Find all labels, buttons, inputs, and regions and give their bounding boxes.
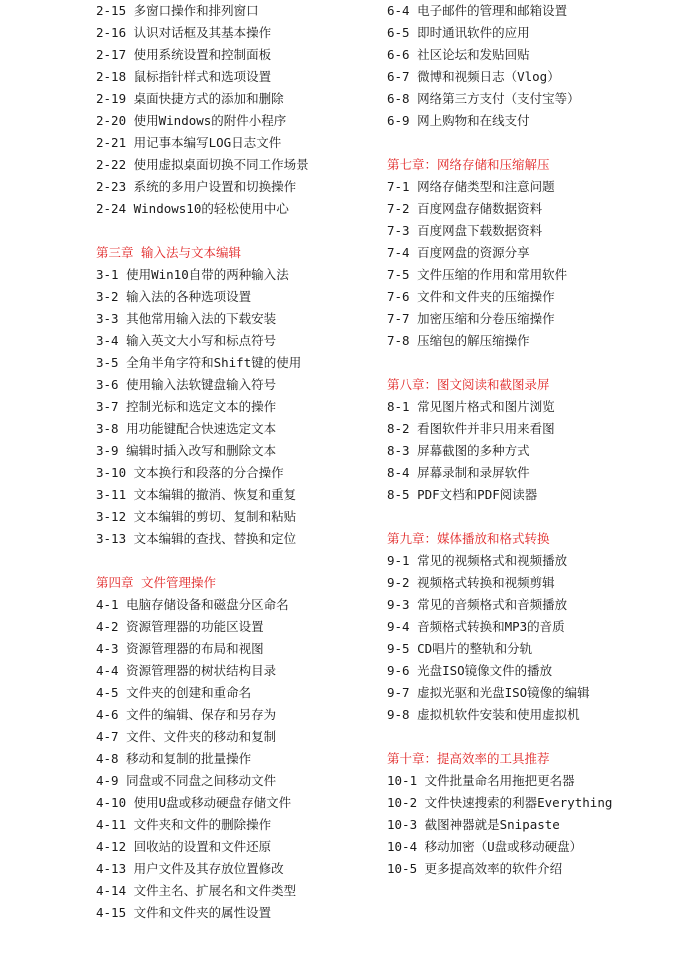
toc-item: 2-22 使用虚拟桌面切换不同工作场景: [96, 157, 309, 172]
toc-item: 10-5 更多提高效率的软件介绍: [387, 861, 563, 876]
toc-item: 4-13 用户文件及其存放位置修改: [96, 861, 284, 876]
chapter-9-title: 第九章：媒体播放和格式转换: [387, 531, 550, 546]
toc-item: 4-15 文件和文件夹的属性设置: [96, 905, 272, 920]
toc-item: 9-5 CD唱片的整轨和分轨: [387, 641, 533, 656]
toc-item: 3-13 文本编辑的查找、替换和定位: [96, 531, 297, 546]
toc-item: 4-5 文件夹的创建和重命名: [96, 685, 252, 700]
toc-item: 10-3 截图神器就是Snipaste: [387, 817, 560, 832]
toc-item: 3-10 文本换行和段落的分合操作: [96, 465, 284, 480]
toc-item: 4-7 文件、文件夹的移动和复制: [96, 729, 277, 744]
section-gap: [387, 132, 687, 154]
toc-item: 2-24 Windows10的轻松使用中心: [96, 201, 289, 216]
chapter-10-title: 第十章：提高效率的工具推荐: [387, 751, 550, 766]
toc-item: 4-3 资源管理器的布局和视图: [96, 641, 264, 656]
toc-item: 3-5 全角半角字符和Shift键的使用: [96, 355, 302, 370]
toc-item: 9-3 常见的音频格式和音频播放: [387, 597, 568, 612]
toc-item: 10-2 文件快速搜索的利器Everything: [387, 795, 613, 810]
toc-item: 3-3 其他常用输入法的下载安装: [96, 311, 277, 326]
toc-item: 6-4 电子邮件的管理和邮箱设置: [387, 3, 568, 18]
toc-item: 2-21 用记事本编写LOG日志文件: [96, 135, 282, 150]
toc-item: 2-18 鼠标指针样式和选项设置: [96, 69, 272, 84]
chapter-4-list: [96, 594, 382, 924]
toc-item: 3-11 文本编辑的撤消、恢复和重复: [96, 487, 297, 502]
chapter-9-list: [387, 550, 687, 726]
toc-item: 7-2 百度网盘存储数据资料: [387, 201, 543, 216]
section-gap: [387, 506, 687, 528]
chapter-7-title: 第七章：网络存储和压缩解压: [387, 157, 550, 172]
toc-item: 3-7 控制光标和选定文本的操作: [96, 399, 277, 414]
chapter-8-title: 第八章：图文阅读和截图录屏: [387, 377, 550, 392]
toc-item: 4-1 电脑存储设备和磁盘分区命名: [96, 597, 289, 612]
toc-item: 9-7 虚拟光驱和光盘ISO镜像的编辑: [387, 685, 590, 700]
toc-item: 7-6 文件和文件夹的压缩操作: [387, 289, 555, 304]
right-column: [387, 0, 687, 880]
toc-item: 3-1 使用Win10自带的两种输入法: [96, 267, 289, 282]
chapter-2-list: [96, 0, 382, 220]
section-gap: [96, 220, 382, 242]
section-gap: [387, 726, 687, 748]
chapter-7-list: [387, 176, 687, 352]
toc-item: 9-6 光盘ISO镜像文件的播放: [387, 663, 553, 678]
toc-item: 3-9 编辑时插入改写和删除文本: [96, 443, 277, 458]
toc-item: 8-1 常见图片格式和图片浏览: [387, 399, 555, 414]
chapter-8-list: [387, 396, 687, 506]
toc-item: 2-17 使用系统设置和控制面板: [96, 47, 272, 62]
toc-item: 8-4 屏幕录制和录屏软件: [387, 465, 530, 480]
toc-item: 3-8 用功能键配合快速选定文本: [96, 421, 277, 436]
toc-item: 4-14 文件主名、扩展名和文件类型: [96, 883, 297, 898]
toc-item: 6-8 网络第三方支付（支付宝等）: [387, 91, 580, 106]
toc-item: 4-10 使用U盘或移动硬盘存储文件: [96, 795, 292, 810]
toc-item: 6-5 即时通讯软件的应用: [387, 25, 530, 40]
section-gap: [96, 550, 382, 572]
section-gap: [387, 352, 687, 374]
toc-item: 9-4 音频格式转换和MP3的音质: [387, 619, 565, 634]
toc-item: 4-2 资源管理器的功能区设置: [96, 619, 264, 634]
toc-item: 6-9 网上购物和在线支付: [387, 113, 530, 128]
toc-item: 7-3 百度网盘下载数据资料: [387, 223, 543, 238]
toc-item: 2-23 系统的多用户设置和切换操作: [96, 179, 297, 194]
toc-item: 2-20 使用Windows的附件小程序: [96, 113, 287, 128]
toc-item: 9-2 视频格式转换和视频剪辑: [387, 575, 555, 590]
chapter-6-list: [387, 0, 687, 132]
toc-item: 9-8 虚拟机软件安装和使用虚拟机: [387, 707, 580, 722]
toc-item: 6-6 社区论坛和发贴回贴: [387, 47, 530, 62]
toc-item: 7-8 压缩包的解压缩操作: [387, 333, 530, 348]
toc-item: 8-3 屏幕截图的多种方式: [387, 443, 530, 458]
toc-item: 10-1 文件批量命名用拖把更名器: [387, 773, 575, 788]
toc-item: 8-2 看图软件并非只用来看图: [387, 421, 555, 436]
toc-item: 8-5 PDF文档和PDF阅读器: [387, 487, 538, 502]
toc-item: 6-7 微博和视频日志（Vlog）: [387, 69, 560, 84]
toc-item: 7-1 网络存储类型和注意问题: [387, 179, 555, 194]
toc-item: 3-4 输入英文大小写和标点符号: [96, 333, 277, 348]
toc-item: 3-12 文本编辑的剪切、复制和粘贴: [96, 509, 297, 524]
toc-item: 4-9 同盘或不同盘之间移动文件: [96, 773, 277, 788]
toc-item: 4-4 资源管理器的树状结构目录: [96, 663, 277, 678]
toc-item: 2-15 多窗口操作和排列窗口: [96, 3, 259, 18]
chapter-4-title: 第四章 文件管理操作: [96, 575, 217, 590]
chapter-3-list: [96, 264, 382, 550]
toc-item: 3-6 使用输入法软键盘输入符号: [96, 377, 277, 392]
toc-item: 7-7 加密压缩和分卷压缩操作: [387, 311, 555, 326]
toc-item: 3-2 输入法的各种选项设置: [96, 289, 252, 304]
toc-item: 2-19 桌面快捷方式的添加和删除: [96, 91, 284, 106]
toc-item: 4-6 文件的编辑、保存和另存为: [96, 707, 277, 722]
toc-item: 4-12 回收站的设置和文件还原: [96, 839, 272, 854]
toc-item: 2-16 认识对话框及其基本操作: [96, 25, 272, 40]
toc-item: 7-4 百度网盘的资源分享: [387, 245, 530, 260]
toc-item: 9-1 常见的视频格式和视频播放: [387, 553, 568, 568]
chapter-10-list: [387, 770, 687, 880]
toc-item: 7-5 文件压缩的作用和常用软件: [387, 267, 568, 282]
toc-item: 4-8 移动和复制的批量操作: [96, 751, 252, 766]
chapter-3-title: 第三章 输入法与文本编辑: [96, 245, 242, 260]
toc-item: 4-11 文件夹和文件的删除操作: [96, 817, 272, 832]
toc-item: 10-4 移动加密（U盘或移动硬盘）: [387, 839, 583, 854]
left-column: [96, 0, 382, 924]
